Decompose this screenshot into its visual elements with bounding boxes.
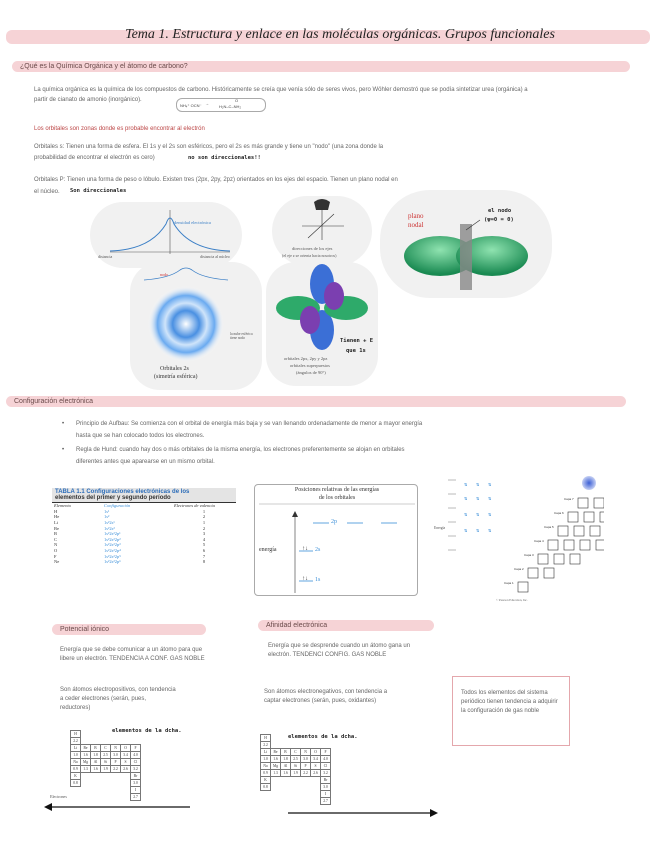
pt-row	[261, 749, 331, 756]
pt-cell	[121, 773, 131, 780]
pt-cell	[291, 784, 301, 791]
pt-cell: 1.0	[261, 756, 271, 763]
aufbau-orbital-pair: ⇅	[476, 496, 480, 501]
aufbau-orbital-pair: ⇅	[464, 496, 468, 501]
pt-row	[71, 766, 141, 773]
cell-valence: 7	[202, 553, 206, 559]
pt-cell	[271, 784, 281, 791]
aufbau-orbital-pair: ⇅	[488, 496, 492, 501]
page-title: Tema 1. Estructura y enlace en las moléculas orgánicas. Grupos funcionales	[125, 27, 555, 42]
p-orbitals-caption-1: orbitales 2px, 2py y 2pz	[284, 356, 328, 361]
th-valencia: Electrones de valencia	[174, 503, 215, 509]
pt-cell: 4.0	[321, 756, 331, 763]
pt-row	[261, 770, 331, 777]
energy-diagram	[254, 484, 418, 596]
cell-element: He	[54, 514, 60, 520]
pt-cell: 3.0	[111, 752, 121, 759]
pt-row	[71, 738, 141, 745]
pt-cell: 2.2	[301, 770, 311, 777]
energy-title-2: de los orbitales	[318, 495, 356, 501]
aufbau-box	[578, 498, 588, 508]
pt-cell: K	[261, 777, 271, 784]
pt-cell	[101, 738, 111, 745]
pt-cell: Cl	[131, 759, 141, 766]
pt-cell: 2.7	[131, 794, 141, 801]
th-configuracion: Configuración	[104, 503, 131, 509]
handnote-que-1s: que 1s	[346, 348, 366, 354]
paragraph-intro-1: La química orgánica es la química de los compuestos de carbono. Históricamente se creía que venía sólo de seres vivos, pero Wöhler demostró que se podía sintetizar urea (orgánica) a	[34, 87, 528, 93]
label-nodal: nodal	[408, 221, 424, 229]
pt-cell	[81, 780, 91, 787]
pt-cell	[271, 735, 281, 742]
pt-cell	[91, 773, 101, 780]
cell-config: 1s¹	[104, 508, 110, 514]
pt-cell: Li	[71, 745, 81, 752]
pt-cell	[91, 731, 101, 738]
cell-element: Ne	[54, 559, 60, 565]
aufbau-box	[544, 568, 554, 578]
paragraph-orbitales-p-2: el núcleo.	[34, 189, 60, 195]
aufbau-footer: © Pearson Education, Inc.	[496, 598, 528, 602]
pt-cell	[111, 773, 121, 780]
cell-config: 1s²2s²2p³	[104, 542, 121, 548]
pt-cell	[281, 777, 291, 784]
pt-cell: 2.7	[321, 798, 331, 805]
bullet-dot-2: •	[62, 447, 65, 453]
pt-cell	[311, 791, 321, 798]
pt-cell	[311, 777, 321, 784]
pt-cell: 2.2	[261, 742, 271, 749]
pt-cell: N	[301, 749, 311, 756]
cell-element: Li	[54, 520, 58, 526]
rx-reactant: NH₄⁺ OCN⁻	[180, 103, 202, 108]
pt-row	[71, 752, 141, 759]
pt-cell	[281, 784, 291, 791]
table-title-2: elementos del primer y segundo período	[55, 495, 171, 501]
paragraph-potencial-2: Son átomos electropositivos, con tendencia a ceder electrones (serán, pues, reductores)	[60, 687, 176, 711]
cell-element: B	[54, 531, 58, 537]
pt-cell	[121, 780, 131, 787]
wohler-reaction	[176, 98, 266, 112]
aufbau-box	[538, 554, 548, 564]
pt-row	[261, 756, 331, 763]
pt-cell: 1.0	[71, 752, 81, 759]
pt-cell: Al	[281, 763, 291, 770]
aufbau-box	[548, 540, 558, 550]
pt-cell	[81, 773, 91, 780]
pt-cell	[311, 784, 321, 791]
pt-cell	[101, 780, 111, 787]
pt-row	[71, 773, 141, 780]
pt-cell: B	[91, 745, 101, 752]
cell-config: 1s²2s²2p¹	[104, 531, 121, 537]
level-2s: 2s	[315, 547, 321, 553]
cell-valence: 4	[202, 536, 206, 542]
cell-config: 1s²2s²2p⁶	[104, 559, 121, 565]
figure-plano-nodal	[380, 190, 552, 298]
periodic-table-afinidad	[260, 734, 331, 805]
pt-cell: O	[121, 745, 131, 752]
pt-cell: 0.8	[261, 784, 271, 791]
pt-cell: I	[131, 787, 141, 794]
pt-cell: 1.6	[281, 770, 291, 777]
pt-cell: B	[281, 749, 291, 756]
pt-cell: Mg	[81, 759, 91, 766]
aufbau-box	[584, 512, 594, 522]
pt-cell	[301, 777, 311, 784]
pt-cell	[301, 742, 311, 749]
cell-config: 1s²2s¹	[104, 520, 115, 526]
svg-text:↑↓: ↑↓	[302, 546, 308, 552]
handnote-elementos-dcha-1: elementos de la dcha.	[112, 728, 182, 734]
cell-element: Be	[54, 525, 59, 531]
pt-row	[71, 745, 141, 752]
pt-cell: Mg	[271, 763, 281, 770]
p-orbitals-caption-2: orbitales superpuestos	[290, 363, 330, 368]
aufbau-box	[600, 512, 604, 522]
handnote-psi: (ψ=0 = 0)	[484, 217, 514, 223]
note-box	[452, 676, 570, 746]
pt-cell: 2.6	[121, 766, 131, 773]
pt-row	[71, 759, 141, 766]
paragraph-orbitales-p-1: Orbitales P: Tienen una forma de peso o lóbulo. Existen tres (2px, 2py, 2pz) orientados en los ejes del espacio. Tienen un plano nodal en	[34, 177, 398, 183]
orbital-2s-note: la nube esférica tiene nodo	[230, 332, 253, 340]
aufbau-box	[590, 526, 600, 536]
pt-cell	[271, 791, 281, 798]
aufbau-box	[554, 554, 564, 564]
bullet-dot-1: •	[62, 421, 65, 427]
handnote-tienen-e: Tienen + E	[340, 338, 374, 344]
th-elemento: Elemento	[54, 503, 71, 509]
pt-cell: Br	[131, 773, 141, 780]
cell-config: 1s²2s²2p²	[104, 536, 121, 542]
paragraph-potencial-1: Energía que se debe comunicar a un átomo para que libere un electrón. TENDENCIA A CONF. GAS NOBLE	[60, 647, 205, 662]
pt-cell: Cl	[321, 763, 331, 770]
paragraph-orbitales: Los orbitales son zonas donde es probable encontrar al electrón	[34, 126, 205, 132]
pt-cell	[291, 798, 301, 805]
pt-cell: P	[111, 759, 121, 766]
pt-cell: 3.4	[121, 752, 131, 759]
cell-element: C	[54, 536, 58, 542]
aufbau-orbital-pair: ⇅	[488, 512, 492, 517]
label-plano: plano	[408, 212, 424, 220]
pt-cell: Si	[101, 759, 111, 766]
pt-cell	[281, 742, 291, 749]
pt-row	[71, 780, 141, 787]
table-configuraciones	[52, 488, 236, 602]
cell-element: F	[54, 553, 57, 559]
pt-row	[261, 791, 331, 798]
pt-cell: 3.0	[131, 780, 141, 787]
aufbau-orbital-pair: ⇅	[476, 528, 480, 533]
pt-row	[261, 798, 331, 805]
pt-cell: N	[111, 745, 121, 752]
pt-cell: Li	[261, 749, 271, 756]
aufbau-box	[594, 498, 604, 508]
pt-cell: 4.0	[131, 752, 141, 759]
pt-cell: 0.9	[71, 766, 81, 773]
pt-cell	[101, 787, 111, 794]
pt-cell	[301, 791, 311, 798]
pt-cell: 1.3	[81, 766, 91, 773]
pt-cell	[111, 787, 121, 794]
aufbau-capa-label: Capa 3	[524, 553, 534, 557]
pt-cell: 1.6	[81, 752, 91, 759]
pt-cell: C	[101, 745, 111, 752]
label-distance: distancia	[98, 254, 113, 259]
aufbau-box	[570, 554, 580, 564]
pt-cell	[261, 791, 271, 798]
cell-valence: 2	[202, 514, 206, 520]
section-header-potencial: Potencial iónico	[52, 624, 206, 635]
pt-cell: S	[121, 759, 131, 766]
pt-cell: Be	[271, 749, 281, 756]
orbital-2s-title: Orbitales 2s	[160, 366, 189, 372]
pt-cell: F	[131, 745, 141, 752]
pt-cell	[101, 731, 111, 738]
bullet-aufbau-1: Principio de Aufbau: Se comienza con el orbital de energía más baja y se van llenando ordenadamente de menor a mayor energía	[76, 421, 423, 427]
pt-row	[261, 742, 331, 749]
pt-cell: 2.5	[101, 752, 111, 759]
pt-cell	[281, 798, 291, 805]
pt-cell	[111, 780, 121, 787]
energy-axis-label: energía	[259, 547, 277, 553]
level-1s: 1s	[315, 577, 321, 583]
pt-cell: P	[301, 763, 311, 770]
pt-cell	[281, 791, 291, 798]
cell-config: 1s²2s²2p⁴	[104, 548, 121, 554]
arrow-right-icon-2	[288, 806, 438, 820]
pt-cell	[91, 787, 101, 794]
pt-cell	[71, 787, 81, 794]
pt-row	[71, 787, 141, 794]
pt-cell	[81, 731, 91, 738]
aufbau-capa-label: Capa 5	[544, 525, 554, 529]
pt-cell: Si	[291, 763, 301, 770]
energy-title-1: Posiciones relativas de las energías	[294, 487, 380, 493]
pt-cell	[321, 742, 331, 749]
pt-cell: 2.2	[111, 766, 121, 773]
aufbau-capa-label: Capa 1	[504, 581, 514, 585]
rx-arrow: →	[205, 101, 209, 106]
pt-cell	[301, 784, 311, 791]
aufbau-orbital-pair: ⇅	[488, 528, 492, 533]
pt-cell	[261, 798, 271, 805]
aufbau-capa-label: Capa 2	[514, 567, 524, 571]
aufbau-orbital-pair: ⇅	[488, 482, 492, 487]
aufbau-capa-label: Capa 6	[554, 511, 564, 515]
aufbau-box	[518, 582, 528, 592]
aufbau-capa-label: Capa 7	[564, 497, 574, 501]
pt-cell: C	[291, 749, 301, 756]
pt-cell: Be	[81, 745, 91, 752]
pt-cell	[91, 738, 101, 745]
aufbau-orbital-pair: ⇅	[476, 482, 480, 487]
pt-cell	[111, 738, 121, 745]
arrow-left-icon-1	[44, 800, 194, 814]
section-header-organica: ¿Qué es la Química Orgánica y el átomo de carbono?	[12, 61, 630, 72]
2s-sphere-icon	[148, 286, 224, 362]
aufbau-orbital-pair: ⇅	[476, 512, 480, 517]
pt-cell: 1.6	[271, 756, 281, 763]
cell-element: O	[54, 548, 58, 554]
bullet-aufbau-2: hasta que se han colocado todos los electrones.	[76, 433, 205, 439]
pt-cell: 1.9	[101, 766, 111, 773]
pt-cell	[311, 798, 321, 805]
p-orbitals-caption-3: (ángulos de 90°)	[296, 370, 326, 375]
pt-cell: 3.2	[321, 770, 331, 777]
periodic-table-ionico	[70, 730, 141, 801]
pt-row	[261, 777, 331, 784]
handnote-elementos-dcha-2: elementos de la dcha.	[288, 734, 358, 740]
cell-config: 1s²2s²2p⁵	[104, 553, 121, 559]
bullet-hund-2: diferentes antes que aparearse en un mismo orbital.	[76, 459, 215, 465]
aufbau-box	[558, 526, 568, 536]
pt-cell	[291, 777, 301, 784]
pt-cell: 3.4	[311, 756, 321, 763]
pt-cell: Al	[91, 759, 101, 766]
pt-cell: 1.3	[271, 770, 281, 777]
paragraph-afinidad-1: Energía que se desprende cuando un átomo gana un electrón. TENDENCI CONFIG. GAS NOBLE	[268, 643, 411, 658]
aufbau-box	[580, 540, 590, 550]
cell-valence: 3	[202, 531, 206, 537]
pt-cell: 2.6	[311, 770, 321, 777]
orbital-2s-subtitle: (simetría esférica)	[154, 374, 198, 380]
svg-text:↑↓: ↑↓	[302, 576, 308, 582]
pt-cell	[131, 738, 141, 745]
aufbau-box	[564, 540, 574, 550]
rx-carbonyl: O	[235, 98, 239, 103]
pt-cell: H	[261, 735, 271, 742]
label-distance-nucleus: distancia al núcleo	[200, 254, 230, 259]
aufbau-orbital-pair: ⇅	[464, 512, 468, 517]
pt-cell: S	[311, 763, 321, 770]
pt-cell: Br	[321, 777, 331, 784]
pt-cell: 1.8	[281, 756, 291, 763]
cell-element: H	[54, 508, 58, 514]
config-table	[52, 502, 236, 565]
cell-valence: 6	[202, 548, 206, 554]
pt-cell	[291, 791, 301, 798]
pt-cell: 1.8	[91, 752, 101, 759]
aufbau-orbital-pair: ⇅	[464, 482, 468, 487]
pt-cell: H	[71, 731, 81, 738]
figure-1s-density	[90, 202, 242, 268]
pt-cell: 1.9	[291, 770, 301, 777]
paragraph-orbitales-s-2: probabilidad de encontrar el electrón es cero)	[34, 155, 155, 161]
pt-cell: O	[311, 749, 321, 756]
pt-row	[261, 763, 331, 770]
cell-valence: 1	[202, 508, 206, 514]
pt-cell: 0.8	[71, 780, 81, 787]
aufbau-diagram	[434, 470, 604, 604]
handnote-no-direccionales: no son direccionales!!	[188, 155, 261, 161]
aufbau-box	[574, 526, 584, 536]
pt-cell: Na	[261, 763, 271, 770]
pt-row	[261, 784, 331, 791]
figure-axes	[272, 196, 372, 266]
paragraph-intro-2: partir de cianato de amonio (inorgánico).	[34, 97, 142, 103]
pt-cell	[81, 787, 91, 794]
table-title-1: TABLA 1.1 Configuraciones electrónicas de los	[55, 489, 190, 495]
pt-cell	[271, 777, 281, 784]
section-header-configuracion: Configuración electrónica	[6, 396, 626, 407]
arrow-label: Electrones	[50, 794, 67, 799]
pt-cell: 0.9	[261, 770, 271, 777]
cell-valence: 5	[202, 542, 206, 548]
pt-cell	[91, 780, 101, 787]
p-lobes-icon	[380, 190, 552, 298]
aufbau-box	[596, 540, 604, 550]
pt-cell	[101, 773, 111, 780]
pt-cell: 3.0	[301, 756, 311, 763]
axes-caption-1: direcciones de los ejes	[292, 246, 333, 251]
pt-cell: 3.0	[321, 784, 331, 791]
pt-cell: 2.5	[291, 756, 301, 763]
cell-valence: 8	[202, 559, 206, 565]
label-density: densidad electrónica	[174, 220, 211, 225]
section-header-afinidad: Afinidad electrónica	[258, 620, 434, 631]
pt-cell	[271, 742, 281, 749]
table-row	[52, 559, 236, 565]
cell-valence: 1	[202, 520, 206, 526]
pt-cell: F	[321, 749, 331, 756]
cell-config: 1s²2s²	[104, 525, 115, 531]
pt-cell	[121, 787, 131, 794]
pt-cell: Na	[71, 759, 81, 766]
pt-cell	[301, 798, 311, 805]
axes-caption-2: (el eje z se orienta hacia nosotros)	[282, 253, 337, 258]
paragraph-afinidad-2: Son átomos electronegativos, con tendencia a captar electrones (serán, pues, oxidantes)	[264, 689, 388, 704]
figure-p-orbitals	[266, 262, 378, 386]
cell-config: 1s²	[104, 514, 110, 520]
rx-product: H₂N–C–NH₂	[219, 104, 241, 109]
paragraph-orbitales-s-1: Orbitales s: Tienen una forma de esfera. El 1s y el 2s son esféricos, pero el 2s es más grande y tiene un "nodo" (una zona donde la	[34, 144, 384, 150]
aufbau-box	[568, 512, 578, 522]
pt-cell	[271, 798, 281, 805]
level-2p: 2p	[331, 519, 337, 525]
bullet-hund-1: Regla de Hund: cuando hay dos o más orbitales de la misma energía, los electrones preferentemente se alojan en orbitales	[76, 447, 405, 453]
handnote-el-nodo: el nodo	[488, 208, 512, 214]
aufbau-energy-label: Energía	[434, 526, 446, 530]
pt-cell	[121, 738, 131, 745]
handnote-direccionales: Son direccionales	[70, 188, 127, 194]
pt-cell	[81, 738, 91, 745]
label-nodo: nodo	[160, 272, 168, 277]
note-text: Todos los elementos del sistema periódico tienen tendencia a adquirir la configuración de gas noble	[461, 690, 558, 714]
pt-cell	[291, 742, 301, 749]
pt-cell	[311, 742, 321, 749]
aufbau-orbital-pair: ⇅	[464, 528, 468, 533]
figure-2s-orbital	[130, 262, 262, 390]
table-title-bar	[52, 488, 236, 502]
aufbau-box	[528, 568, 538, 578]
pt-cell: I	[321, 791, 331, 798]
pt-cell: 2.2	[71, 738, 81, 745]
pt-cell: 3.2	[131, 766, 141, 773]
pt-cell: K	[71, 773, 81, 780]
cell-valence: 2	[202, 525, 206, 531]
pt-cell: 1.6	[91, 766, 101, 773]
aufbau-capa-label: Capa 4	[534, 539, 544, 543]
cell-element: N	[54, 542, 58, 548]
